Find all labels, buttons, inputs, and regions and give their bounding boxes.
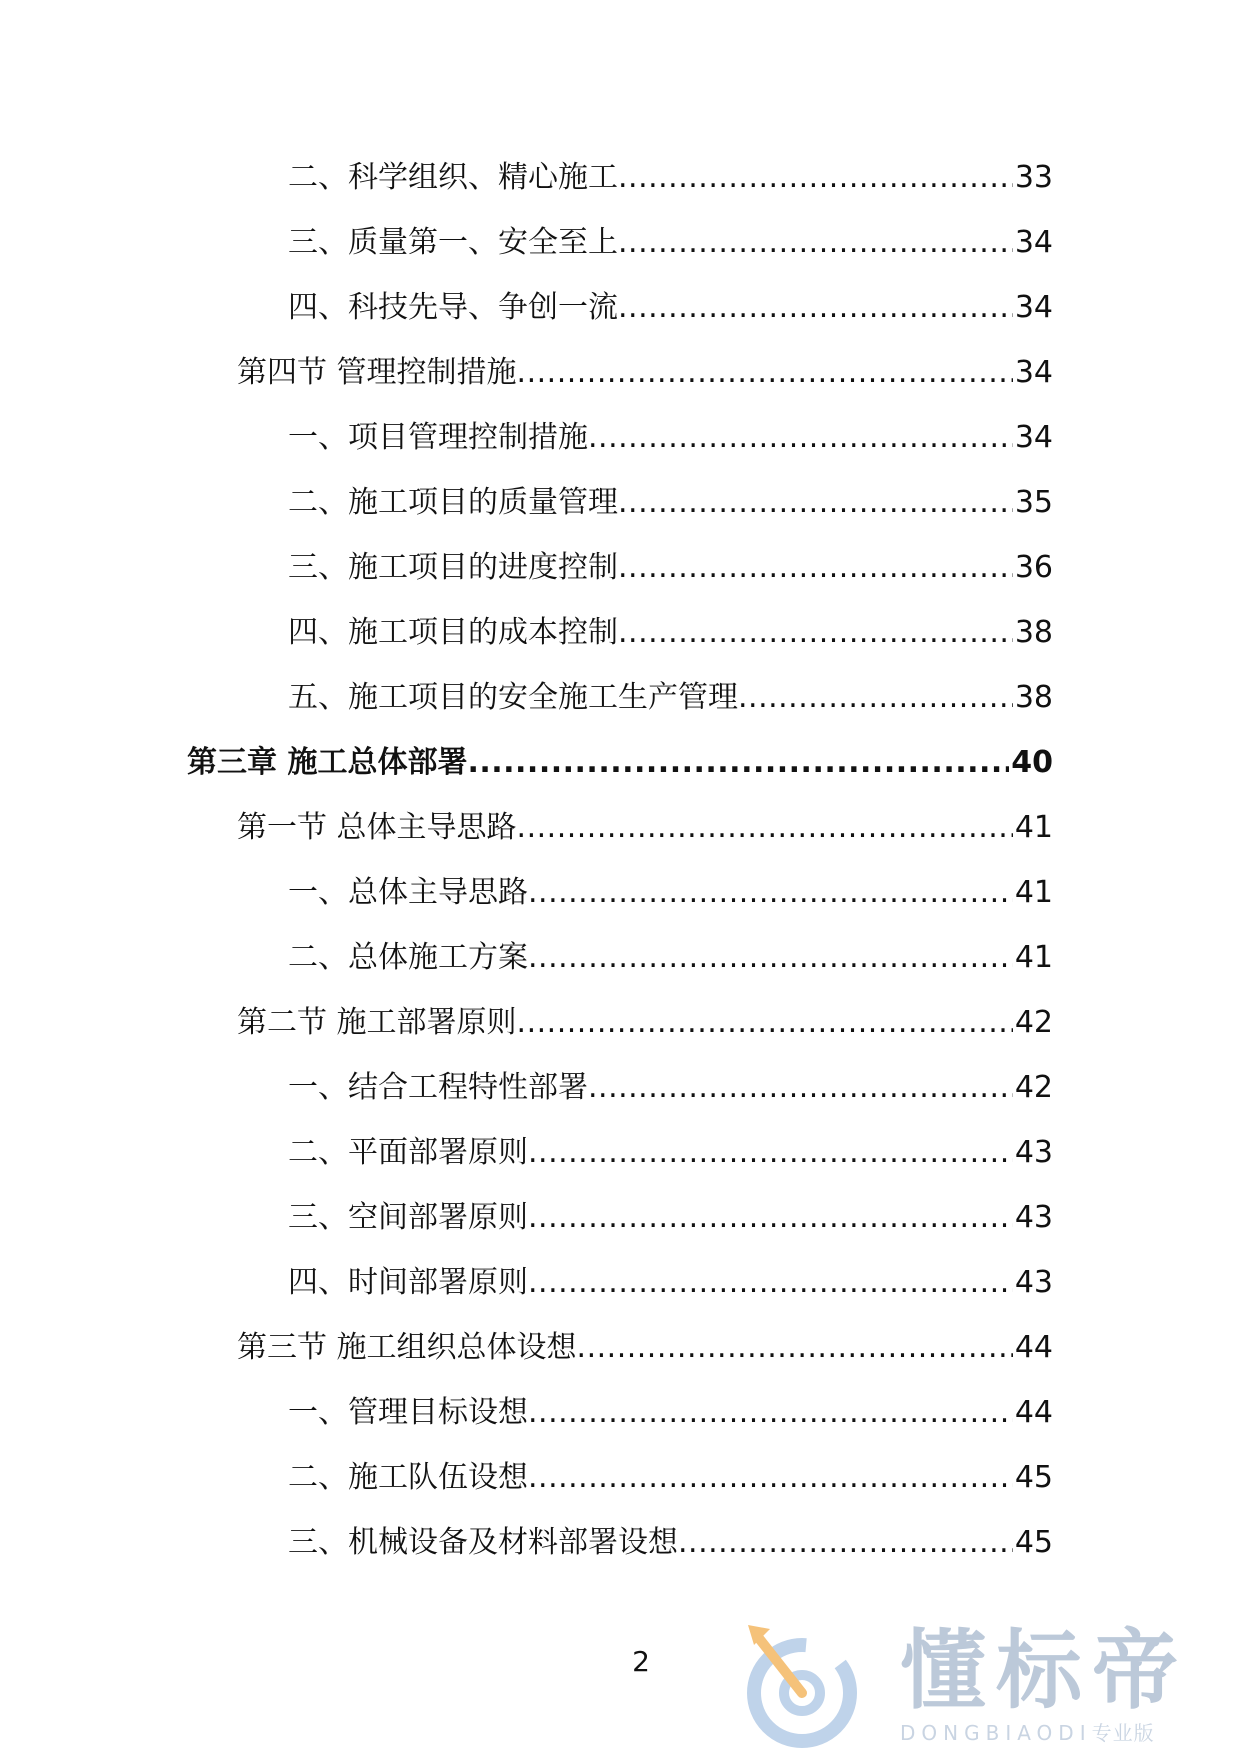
toc-entry-title: 第三节 施工组织总体设想 — [237, 1330, 577, 1365]
page-number: 2 — [632, 1645, 650, 1678]
toc-dot-leader — [528, 940, 1013, 976]
toc-dot-leader — [618, 160, 1013, 196]
toc-entry-page: 34 — [1014, 290, 1053, 325]
toc-entry[interactable] — [0, 1525, 1241, 1590]
toc-entry-page: 44 — [1014, 1395, 1053, 1430]
toc-entry-title: 一、结合工程特性部署 — [288, 1070, 588, 1105]
toc-entry-page: 33 — [1014, 160, 1053, 195]
toc-entry-title: 五、施工项目的安全施工生产管理 — [288, 680, 738, 715]
toc-dot-leader — [528, 1395, 1013, 1431]
toc-entry-page: 34 — [1014, 225, 1053, 260]
toc-entry[interactable] — [0, 940, 1241, 1005]
toc-entry-page: 40 — [1011, 745, 1053, 780]
toc-dot-leader — [678, 1525, 1013, 1561]
toc-dot-leader — [528, 1460, 1013, 1496]
toc-entry[interactable] — [0, 420, 1241, 485]
toc-entry-page: 41 — [1014, 875, 1053, 910]
toc-entry-title: 第二节 施工部署原则 — [237, 1005, 517, 1040]
toc-entry[interactable] — [0, 1200, 1241, 1265]
watermark-brand-name: 懂标帝 — [900, 1621, 1188, 1721]
toc-entry-title: 一、项目管理控制措施 — [288, 420, 588, 455]
toc-dot-leader — [588, 1070, 1013, 1106]
toc-dot-leader — [738, 680, 1013, 716]
toc-entry-page: 45 — [1014, 1460, 1053, 1495]
toc-dot-leader — [528, 1265, 1013, 1301]
toc-entry-title: 二、总体施工方案 — [288, 940, 528, 975]
toc-entry[interactable] — [0, 745, 1241, 810]
toc-entry-title: 二、科学组织、精心施工 — [288, 160, 618, 195]
toc-entry[interactable] — [0, 160, 1241, 225]
toc-entry-page: 36 — [1014, 550, 1053, 585]
toc-entry-title: 三、机械设备及材料部署设想 — [288, 1525, 678, 1560]
watermark-pinyin: DONGBIAODI — [900, 1721, 1092, 1745]
toc-dot-leader — [528, 1200, 1013, 1236]
toc-entry[interactable] — [0, 1460, 1241, 1525]
toc-entry-page: 45 — [1014, 1525, 1053, 1560]
toc-dot-leader — [618, 290, 1013, 326]
toc-dot-leader — [618, 615, 1013, 651]
toc-dot-leader — [467, 745, 1009, 781]
toc-entry[interactable] — [0, 225, 1241, 290]
toc-entry-title: 一、管理目标设想 — [288, 1395, 528, 1430]
watermark-tag: 专业版 — [1091, 1721, 1155, 1745]
toc-entry[interactable] — [0, 1265, 1241, 1330]
toc-entry[interactable] — [0, 485, 1241, 550]
toc-entry-page: 43 — [1014, 1135, 1053, 1170]
toc-dot-leader — [618, 485, 1013, 521]
toc-entry-title: 第三章 施工总体部署 — [187, 745, 468, 780]
toc-entry-page: 43 — [1014, 1265, 1053, 1300]
toc-entry[interactable] — [0, 875, 1241, 940]
table-of-contents — [0, 160, 1241, 1590]
toc-entry-page: 41 — [1014, 940, 1053, 975]
target-logo-icon — [740, 1615, 880, 1750]
toc-entry-page: 38 — [1014, 680, 1053, 715]
toc-entry-title: 三、质量第一、安全至上 — [288, 225, 618, 260]
toc-entry[interactable] — [0, 1005, 1241, 1070]
toc-entry[interactable] — [0, 550, 1241, 615]
toc-entry-page: 38 — [1014, 615, 1053, 650]
toc-entry-title: 四、施工项目的成本控制 — [288, 615, 618, 650]
toc-entry[interactable] — [0, 290, 1241, 355]
toc-entry-page: 41 — [1014, 810, 1053, 845]
toc-dot-leader — [517, 810, 1013, 846]
watermark — [740, 1615, 1220, 1750]
toc-entry[interactable] — [0, 1395, 1241, 1460]
toc-entry[interactable] — [0, 810, 1241, 875]
toc-entry-page: 42 — [1014, 1070, 1053, 1105]
toc-dot-leader — [517, 355, 1013, 391]
toc-dot-leader — [588, 420, 1013, 456]
toc-entry[interactable] — [0, 1330, 1241, 1395]
toc-entry-page: 35 — [1014, 485, 1053, 520]
toc-entry-page: 34 — [1014, 355, 1053, 390]
toc-entry-title: 三、空间部署原则 — [288, 1200, 528, 1235]
toc-dot-leader — [618, 550, 1013, 586]
toc-entry[interactable] — [0, 355, 1241, 420]
toc-entry[interactable] — [0, 1070, 1241, 1135]
toc-entry[interactable] — [0, 680, 1241, 745]
toc-entry-title: 四、科技先导、争创一流 — [288, 290, 618, 325]
toc-entry-page: 42 — [1014, 1005, 1053, 1040]
toc-entry-title: 第四节 管理控制措施 — [237, 355, 517, 390]
toc-entry-title: 二、施工队伍设想 — [288, 1460, 528, 1495]
toc-entry-title: 二、平面部署原则 — [288, 1135, 528, 1170]
toc-entry-title: 四、时间部署原则 — [288, 1265, 528, 1300]
toc-entry-title: 二、施工项目的质量管理 — [288, 485, 618, 520]
toc-entry-title: 第一节 总体主导思路 — [237, 810, 517, 845]
watermark-subtitle — [900, 1721, 1155, 1745]
toc-dot-leader — [528, 875, 1013, 911]
toc-dot-leader — [577, 1330, 1013, 1366]
toc-dot-leader — [618, 225, 1013, 261]
toc-entry[interactable] — [0, 1135, 1241, 1200]
toc-entry-page: 44 — [1014, 1330, 1053, 1365]
toc-entry-page: 34 — [1014, 420, 1053, 455]
toc-entry[interactable] — [0, 615, 1241, 680]
toc-dot-leader — [517, 1005, 1013, 1041]
toc-entry-title: 一、总体主导思路 — [288, 875, 528, 910]
toc-entry-page: 43 — [1014, 1200, 1053, 1235]
toc-entry-title: 三、施工项目的进度控制 — [288, 550, 618, 585]
toc-dot-leader — [528, 1135, 1013, 1171]
